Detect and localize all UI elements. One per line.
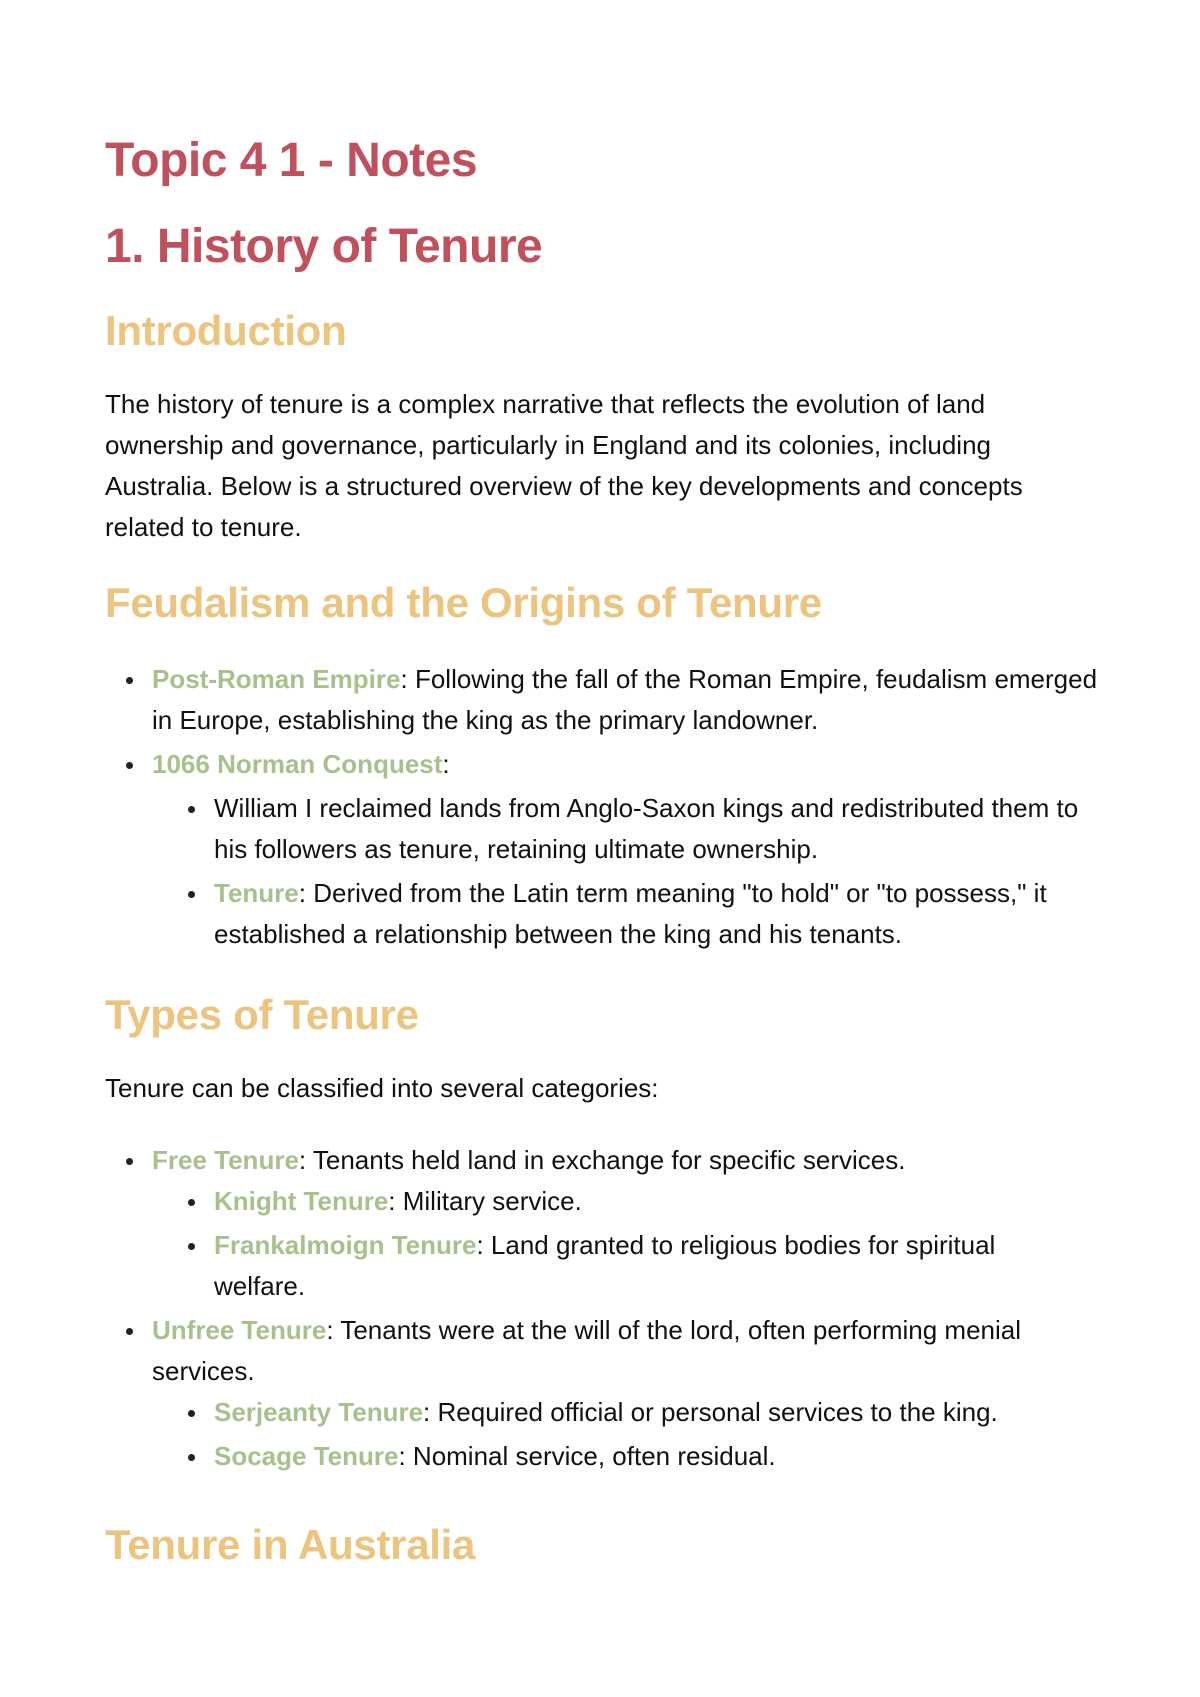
item-text: : — [442, 749, 450, 779]
term-label: Post-Roman Empire — [152, 664, 401, 694]
term-label: Frankalmoign Tenure — [214, 1230, 477, 1260]
term-label: Knight Tenure — [214, 1186, 389, 1216]
list-item — [105, 744, 1105, 785]
heading-types: Types of Tenure — [105, 991, 419, 1038]
types-list — [105, 1140, 1105, 1477]
term-label: Free Tenure — [152, 1145, 299, 1175]
list-item — [105, 788, 1094, 870]
bullet-icon — [126, 1158, 133, 1165]
list-item — [105, 1181, 1105, 1222]
bullet-icon — [188, 1410, 195, 1417]
term-label: Socage Tenure — [214, 1441, 399, 1471]
types-intro: Tenure can be classified into several categories: — [105, 1073, 659, 1103]
bullet-icon — [188, 891, 195, 898]
list-item — [105, 1140, 1105, 1181]
item-text: : Military service. — [388, 1186, 582, 1216]
bullet-icon — [188, 806, 195, 813]
term-label: Tenure — [214, 878, 299, 908]
bullet-icon — [126, 677, 133, 684]
heading-introduction: Introduction — [105, 307, 347, 354]
bullet-icon — [188, 1199, 195, 1206]
item-text: : Tenants were at the will of the lord, often performing menial services. — [152, 1315, 1022, 1386]
item-text: : Land granted to religious bodies for spiritual welfare. — [214, 1230, 996, 1301]
section-title: 1. History of Tenure — [105, 220, 543, 273]
intro-paragraph: The history of tenure is a complex narrative that reflects the evolution of land ownership and governance, particularly in England and its colonies, including Australia. Below is a structured overview of the key developments and concepts related to tenure. — [105, 389, 1023, 542]
item-text: William I reclaimed lands from Anglo-Saxon kings and redistributed them to his followers as tenure, retaining ultimate ownership. — [214, 793, 1079, 864]
item-text: : Tenants held land in exchange for specific services. — [298, 1145, 906, 1175]
list-item — [105, 873, 1094, 955]
bullet-icon — [126, 1328, 133, 1335]
page-title: Topic 4 1 - Notes — [105, 134, 478, 187]
feudalism-list — [105, 659, 1105, 955]
item-text: : Nominal service, often residual. — [398, 1441, 776, 1471]
list-item — [105, 1392, 1105, 1433]
list-item — [105, 1310, 1052, 1392]
heading-australia: Tenure in Australia — [105, 1521, 476, 1568]
item-text: : Following the fall of the Roman Empire, feudalism emerged in Europe, establishing the king as the primary landowner. — [152, 664, 1098, 735]
list-item — [105, 1436, 1105, 1477]
list-item — [105, 659, 1105, 741]
bullet-icon — [188, 1454, 195, 1461]
list-item — [105, 1225, 1064, 1307]
term-label: 1066 Norman Conquest — [152, 749, 443, 779]
bullet-icon — [126, 762, 133, 769]
term-label: Unfree Tenure — [152, 1315, 327, 1345]
heading-feudalism: Feudalism and the Origins of Tenure — [105, 579, 822, 626]
term-label: Serjeanty Tenure — [214, 1397, 424, 1427]
item-text: : Derived from the Latin term meaning "to hold" or "to possess," it established a relationship between the king and his tenants. — [214, 878, 1047, 949]
bullet-icon — [188, 1243, 195, 1250]
item-text: : Required official or personal services to the king. — [423, 1397, 998, 1427]
